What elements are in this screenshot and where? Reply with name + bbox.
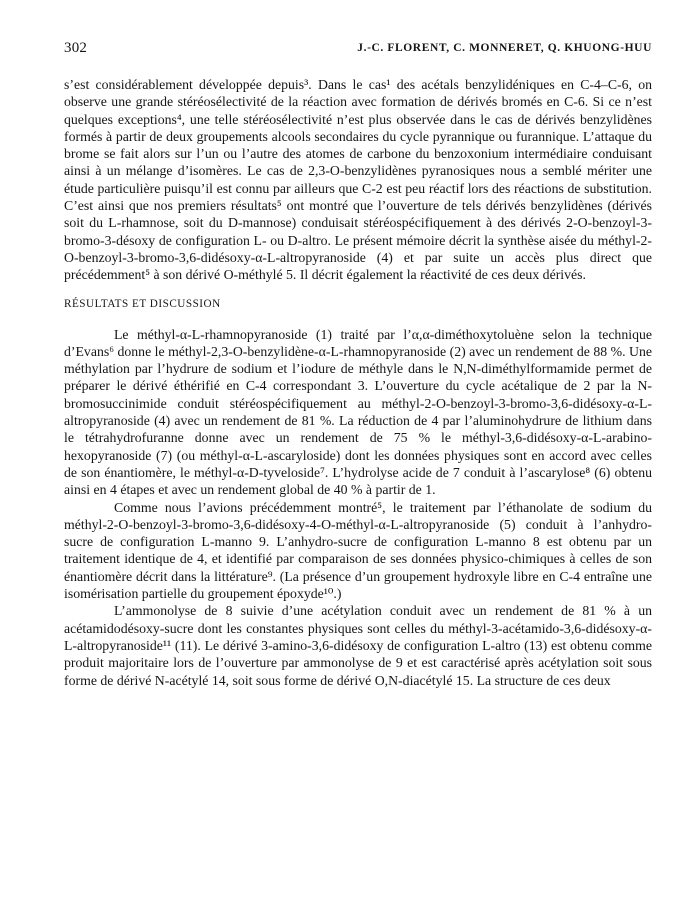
article-body [64, 76, 652, 689]
paragraph-ammonolysis: L’ammonolyse de 8 suivie d’une acétylation conduit avec un rendement de 81 % à un acétamidodésoxy-sucre dont les constantes physiques sont celles du méthyl-3-acétamido-3,6-didésoxy-α-L-altropyranoside¹¹ (11). Le dérivé 3-amino-3,6-didésoxy de configuration L-altro (13) est obtenu comme produit majoritaire lors de l’ouverture par ammonolyse de 9 et est caractérisé après acétylation soit sous forme de dérivé N-acétylé 14, soit sous forme de dérivé O,N-diacétylé 15. La structure de ces deux [64, 603, 652, 688]
paragraph-introduction-continued: s’est considérablement développée depuis³. Dans le cas¹ des acétals benzylidéniques en C-4–C-6, on observe une grande stéréosélectivité de la réaction avec formation de dérivés bromés en C-6. Si ce n’est quelques exceptions⁴, une telle stéréosélectivité n’est plus observée dans le cas de dérivés benzylidènes formés à partir de deux groupements alcools secondaires du cycle pyrannique ou furannique. L’attaque du brome se fait alors sur l’un ou l’autre des atomes de carbone du benzoxonium intermédiaire conduisant ainsi à un mélange d’isomères. Le cas de 2,3-O-benzylidènes pyranosiques nous a semblé mériter une étude particulière puisqu’il est connu par ailleurs que C-2 est peu réactif lors des réactions de substitution. C’est ainsi que nos premiers résultats⁵ ont montré que l’ouverture de tels dérivés benzylidènes (dérivés soit du L-rhamnose, soit du D-mannose) conduisait stéréospécifiquement à des dérivés 2-O-benzoyl-3-bromo-3-désoxy de configuration L- ou D-altro. Le présent mémoire décrit la synthèse aisée du méthyl-2-O-benzoyl-3-bromo-3,6-didésoxy-α-L-altropyranoside (4) et par suite un accès plus direct que précédemment⁵ à son dérivé O-méthylé 5. Il décrit également la réactivité de ces deux dérivés. [64, 77, 652, 283]
page-header [64, 40, 652, 60]
section-heading-results: RÉSULTATS ET DISCUSSION [64, 297, 221, 310]
running-head-authors: J.-C. FLORENT, C. MONNERET, Q. KHUONG-HUU [357, 42, 652, 54]
paragraph-synthesis: Le méthyl-α-L-rhamnopyranoside (1) traité par l’α,α-diméthoxytoluène selon la technique d’Evans⁶ donne le méthyl-2,3-O-benzylidène-α-L-rhamnopyranoside (2) avec un rendement de 88 %. Une méthylation par l’hydrure de sodium et l’iodure de méthyle dans le N,N-diméthylformamide permet de préparer le dérivé éthérifié en C-4 correspondant 3. L’ouverture du cycle acétalique de 2 par la N-bromosuccinimide conduit stéréospécifiquement au méthyl-2-O-benzoyl-3-bromo-3,6-didésoxy-α-L-altropyranoside (4) avec un rendement de 81 %. La réduction de 4 par l’aluminohydrure de lithium dans le tétrahydrofuranne donne avec un rendement de 75 % le méthyl-3,6-didésoxy-α-L-arabino-hexopyranoside (7) (ou méthyl-α-L-ascaryloside) dont les données physiques sont en accord avec celles de son énantiomère, le méthyl-α-D-tyveloside⁷. L’hydrolyse acide de 7 conduit à l’ascarylose⁸ (6) obtenu ainsi en 4 étapes et avec un rendement global de 40 % à partir de 1. [64, 326, 652, 498]
page-number: 302 [64, 40, 88, 56]
paragraph-anhydro-sugar: Comme nous l’avions précédemment montré⁵, le traitement par l’éthanolate de sodium du méthyl-2-O-benzoyl-3-bromo-3,6-didésoxy-4-O-méthyl-α-L-altropyranoside (5) conduit à l’anhydro-sucre de configuration L-manno 9. L’anhydro-sucre de configuration L-manno 8 est obtenu par un traitement identique de 4, et identifié par comparaison de ses données physico-chimiques à celles de son énantiomère décrit dans la littérature⁹. (La présence d’un groupement hydroxyle libre en C-4 entraîne une isomérisation partielle du groupement époxyde¹⁰.) [64, 499, 652, 602]
